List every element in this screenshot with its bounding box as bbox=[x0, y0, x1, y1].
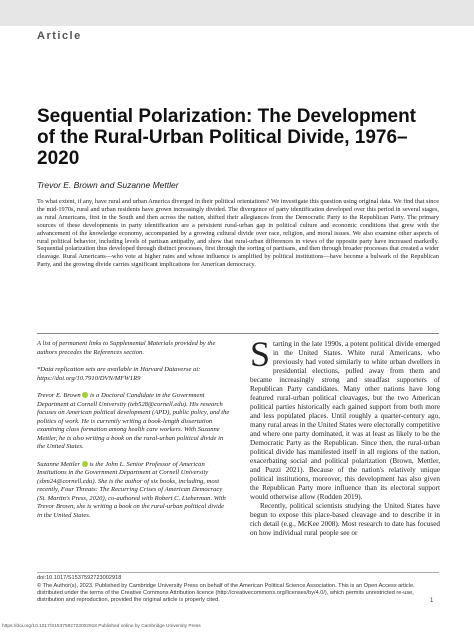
body-paragraph bbox=[250, 334, 440, 502]
article-authors: Trevor E. Brown and Suzanne Mettler bbox=[37, 180, 179, 190]
page-number: 1 bbox=[430, 598, 434, 604]
body-paragraph: Recently, political scientists studying the United States have begun to expose this place-based cleavage and to describe it in rich detail (e.g., McKee 2008). Most research to date has focused on how individual rural people see or bbox=[250, 502, 440, 537]
drop-cap: S bbox=[250, 334, 271, 374]
bottom-doi-link[interactable]: https://doi.org/10.1017/S1537592723002918 Published online by Cambridge University Press bbox=[2, 624, 201, 629]
section-divider bbox=[37, 333, 439, 334]
body-text-column bbox=[250, 334, 440, 538]
author-bio-mettler bbox=[37, 461, 230, 521]
body-paragraph-text: tarting in the late 1990s, a potent political divide emerged in the United States. White rural Americans, who previously had voted similarly to white urban dwellers in presidential elections, pulled away from them and became increasingly strong and steadfast supporters of Republican Party candidates. Many other nations have long featured rural-urban political cleavages, but the two American political parties historically each gained support from both more and less populated places. Until roughly a quarter-century ago, many rural areas in the United States were electorally competitive and where one party dominated, it was at least as likely to be the Democratic Party as the Republican. Since then, the rural-urban political divide has manifested itself in all regions of the nation, exacerbating social and political polarization (Brown, Mettler, and Puzzi 2021). Because of the nation's relatively unique political institutions, moreover, this development has also given the Republican Party more influence than its electoral support would otherwise allow (Rodden 2019). bbox=[250, 340, 440, 501]
article-title: Sequential Polarization: The Development of the Rural-Urban Political Divide, 1976–2020 bbox=[37, 106, 417, 169]
author-notes-column bbox=[37, 340, 230, 529]
supplemental-note: A list of permanent links to Supplemental Materials provided by the authors precedes the References section. bbox=[37, 340, 216, 356]
bio-name: Trevor E. Brown bbox=[37, 392, 81, 399]
top-bar bbox=[0, 0, 474, 26]
article-label: Article bbox=[37, 30, 82, 42]
bio-text: is the John L. Senior Professor of American Institutions in the Government Department at Cornell University (sbm24@cornell.edu). She is the author of six books, including, most recently, Four Threats: The Recurring Crises of American Democracy (St. Martin's Press, 2020), co-authored with Robert C. Lieberman. With Trevor Brown, she is writing a book on the rural-urban political divide in the United States. bbox=[37, 460, 226, 519]
footer-rule bbox=[37, 572, 439, 573]
author-bio-brown bbox=[37, 392, 230, 452]
bio-text: is a Doctoral Candidate in the Government Department at Cornell University (teb528@cornell.edu). His research focuses on American political development (APD), public policy, and the politics of work. He is currently writing a book-length dissertation examining class formation among health care workers. With Suzanne Mettler, he is also writing a book on the rural-urban political divide in the United States. bbox=[37, 392, 230, 450]
doi-link[interactable]: doi:10.1017/S1537592723002918 bbox=[37, 575, 122, 581]
license-text: © The Author(s), 2023. Published by Cambridge University Press on behalf of the American Political Science Association. This is an Open Access article, distributed under the terms of the Creative Commons Attribution licence (http://creativecommons.org/licenses/by/4.0/), which permits unrestricted re-use, distribution and reproduction, provided the original article is properly cited. bbox=[37, 583, 415, 604]
data-replication-note: *Data replication sets are available in Harvard Dataverse at: https://doi.org/10.7910/DVN/MFW1R9 bbox=[37, 366, 201, 382]
abstract: To what extent, if any, have rural and urban America diverged in their political orientations? We investigate this question using original data. We find that since the mid-1970s, rural and urban residents have grown increasingly divided. The divergence of party identification developed over this period in several stages, as rural Americans, first in the South and then across the nation, shifted their allegiances from the Democratic Party to the Republican Party. The primary sources of these developments in party identification are a persistent rural-urban gap in political culture and economic conditions that grew with the advancement of the knowledge economy, accompanied by a growing cultural divide over race, religion, and moral issues. We also examine other aspects of rural political behavior, including levels of partisan antipathy, and show that rural-urban differences in views of the opposite party have increased markedly. Sequential polarization thus developed through distinct processes, first through the sorting of partisans, and then through broader processes that created a wider cleavage. Rural Americans—who vote at higher rates and whose influence is amplified by political institutions—have become a bulwark of the Republican Party, and the growing divide carries significant implications for American democracy. bbox=[37, 198, 439, 269]
bio-name: Suzanne Mettler bbox=[37, 460, 81, 468]
